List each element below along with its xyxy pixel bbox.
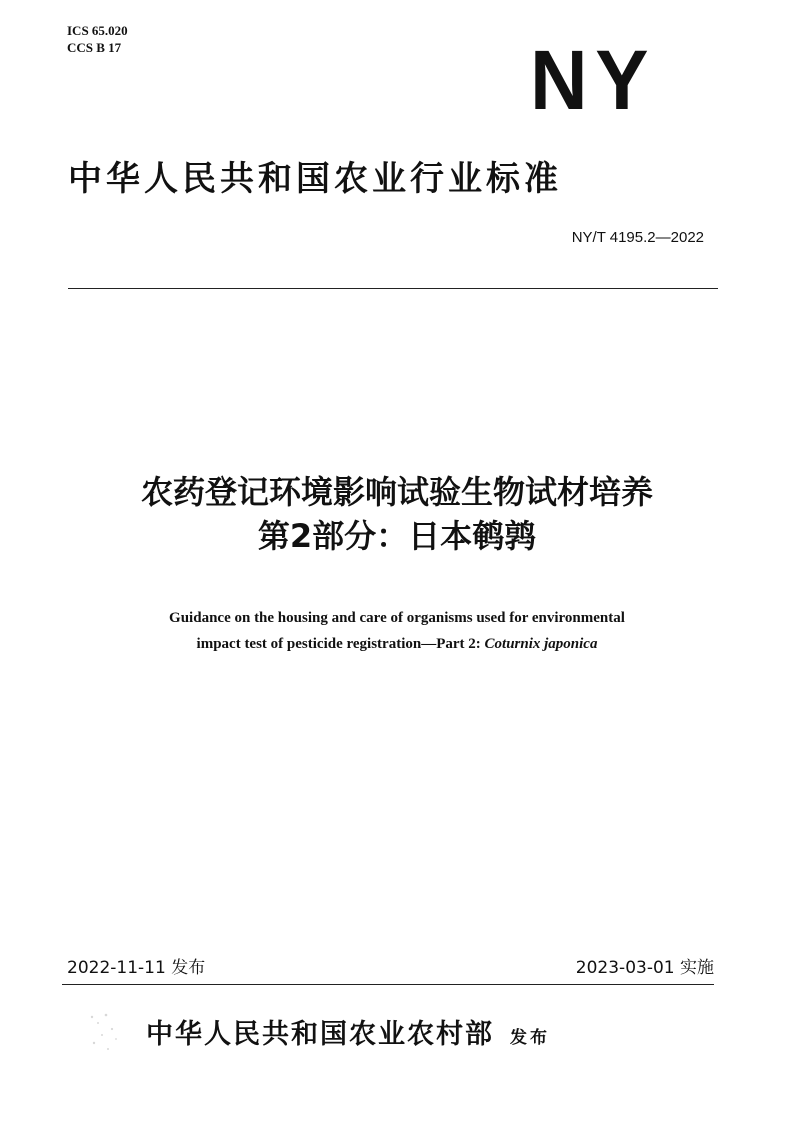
issuer-suffix: 发布: [510, 1028, 550, 1048]
chinese-title-line1: 农药登记环境影响试验生物试材培养: [140, 473, 653, 511]
issuing-authority: [146, 1015, 550, 1058]
implementation-date: 2023-03-01 实施: [575, 958, 714, 978]
issue-date: 2022-11-11 发布: [67, 958, 206, 978]
ny-logo: NY: [530, 33, 657, 127]
classification-codes: [67, 22, 128, 56]
standard-title: 中华人民共和国农业行业标准: [68, 159, 562, 199]
english-title-line2: [40, 631, 754, 657]
standard-number: NY/T 4195.2—2022: [571, 229, 704, 246]
chinese-title: [40, 470, 754, 558]
ics-code: ICS 65.020: [67, 23, 128, 38]
english-title-line2-prefix: impact test of pesticide registration—Part 2:: [196, 636, 485, 652]
english-title-line1: Guidance on the housing and care of organisms used for environmental: [169, 610, 625, 626]
english-title: [40, 605, 754, 657]
top-divider: [68, 288, 718, 289]
chinese-title-line2: 第2部分：日本鹌鹑: [257, 517, 537, 555]
bottom-divider: [62, 984, 714, 985]
ccs-code: CCS B 17: [67, 40, 122, 55]
species-name: Coturnix japonica: [484, 636, 598, 652]
faint-seal-mark: [72, 1005, 132, 1061]
issuer-name: 中华人民共和国农业农村部: [146, 1019, 494, 1050]
